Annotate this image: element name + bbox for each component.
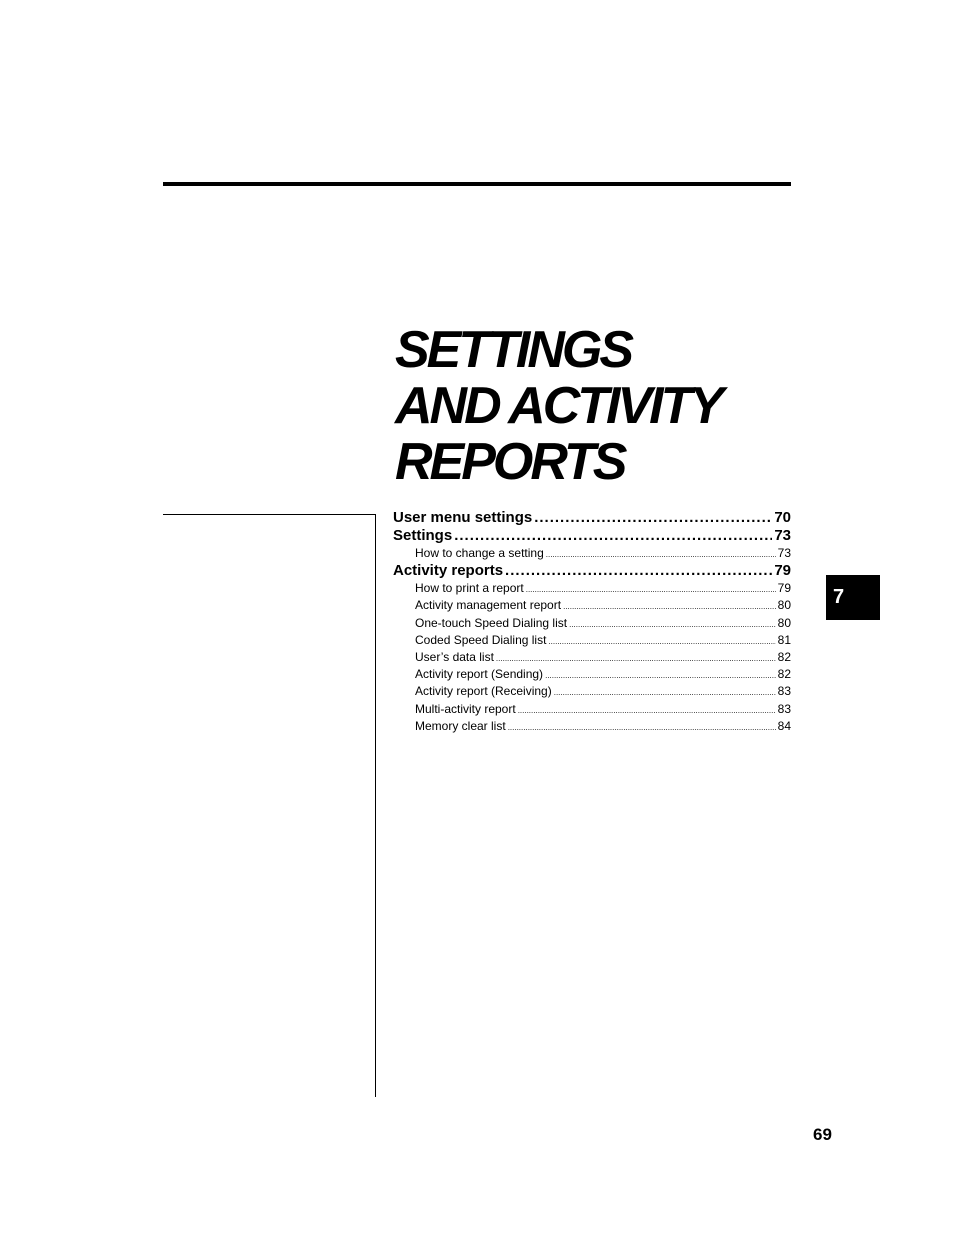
toc-leader-dots xyxy=(534,509,772,527)
toc-entry-page: 82 xyxy=(777,649,791,664)
toc-entry-page: 80 xyxy=(777,615,791,630)
toc-entry-page: 82 xyxy=(777,667,791,682)
toc-entry[interactable] xyxy=(393,527,791,545)
left-horizontal-rule xyxy=(163,514,376,515)
toc-leader-dots xyxy=(496,650,776,666)
toc-subentry[interactable] xyxy=(393,597,791,614)
toc-leader-dots xyxy=(548,633,775,649)
toc-leader-dots xyxy=(505,562,772,580)
toc-entry-label: How to change a setting xyxy=(415,546,544,560)
toc-entry-label: User’s data list xyxy=(415,649,494,664)
table-of-contents xyxy=(393,509,791,735)
toc-leader-dots xyxy=(569,616,776,632)
toc-leader-dots xyxy=(508,719,776,735)
toc-entry[interactable] xyxy=(393,562,791,580)
toc-entry-page: 83 xyxy=(777,684,791,699)
toc-entry-page: 81 xyxy=(777,632,791,647)
toc-entry-page: 73 xyxy=(774,527,791,544)
toc-entry-label: Coded Speed Dialing list xyxy=(415,632,547,647)
toc-subentry[interactable] xyxy=(393,615,791,632)
toc-entry-label: How to print a report xyxy=(415,581,524,596)
toc-entry-page: 83 xyxy=(777,701,791,716)
toc-entry-label: Activity report (Receiving) xyxy=(415,684,552,699)
toc-subentry[interactable] xyxy=(393,666,791,683)
chapter-title-line-2: AND ACTIVITY xyxy=(395,377,722,435)
left-vertical-rule xyxy=(375,514,376,1097)
toc-subentry[interactable] xyxy=(393,632,791,649)
toc-leader-dots xyxy=(454,527,772,545)
toc-leader-dots xyxy=(545,667,776,683)
chapter-tab: 7 xyxy=(826,575,880,620)
toc-subentry[interactable] xyxy=(393,718,791,735)
toc-subentry[interactable] xyxy=(393,701,791,718)
toc-entry-label: One-touch Speed Dialing list xyxy=(415,615,568,630)
page-number: 69 xyxy=(813,1125,832,1144)
toc-entry-page: 70 xyxy=(774,509,791,526)
toc-entry-page: 84 xyxy=(777,718,791,733)
toc-subentry[interactable] xyxy=(393,649,791,666)
toc-leader-dots xyxy=(526,581,776,597)
toc-entry-page: 80 xyxy=(777,598,791,613)
toc-entry-page: 73 xyxy=(777,546,791,560)
toc-entry-label: Activity report (Sending) xyxy=(415,667,544,682)
chapter-title xyxy=(395,322,815,490)
toc-entry-label: User menu settings xyxy=(393,509,533,526)
toc-subentry[interactable] xyxy=(393,580,791,597)
toc-entry-page: 79 xyxy=(777,581,791,596)
chapter-title-line-3: REPORTS xyxy=(395,433,625,491)
toc-leader-dots xyxy=(563,598,776,614)
toc-entry-label: Activity management report xyxy=(415,598,562,613)
toc-leader-dots xyxy=(546,546,776,562)
toc-leader-dots xyxy=(518,702,776,718)
toc-entry-page: 79 xyxy=(774,562,791,580)
toc-subentry[interactable] xyxy=(393,545,791,562)
toc-entry-label: Activity reports xyxy=(393,562,504,580)
toc-entry-label: Memory clear list xyxy=(415,718,506,733)
toc-entry[interactable] xyxy=(393,509,791,527)
toc-entry-label: Multi-activity report xyxy=(415,701,516,716)
toc-subentry[interactable] xyxy=(393,683,791,700)
toc-leader-dots xyxy=(554,684,776,700)
chapter-title-line-1: SETTINGS xyxy=(395,321,632,379)
toc-entry-label: Settings xyxy=(393,527,453,544)
top-rule xyxy=(163,182,791,186)
